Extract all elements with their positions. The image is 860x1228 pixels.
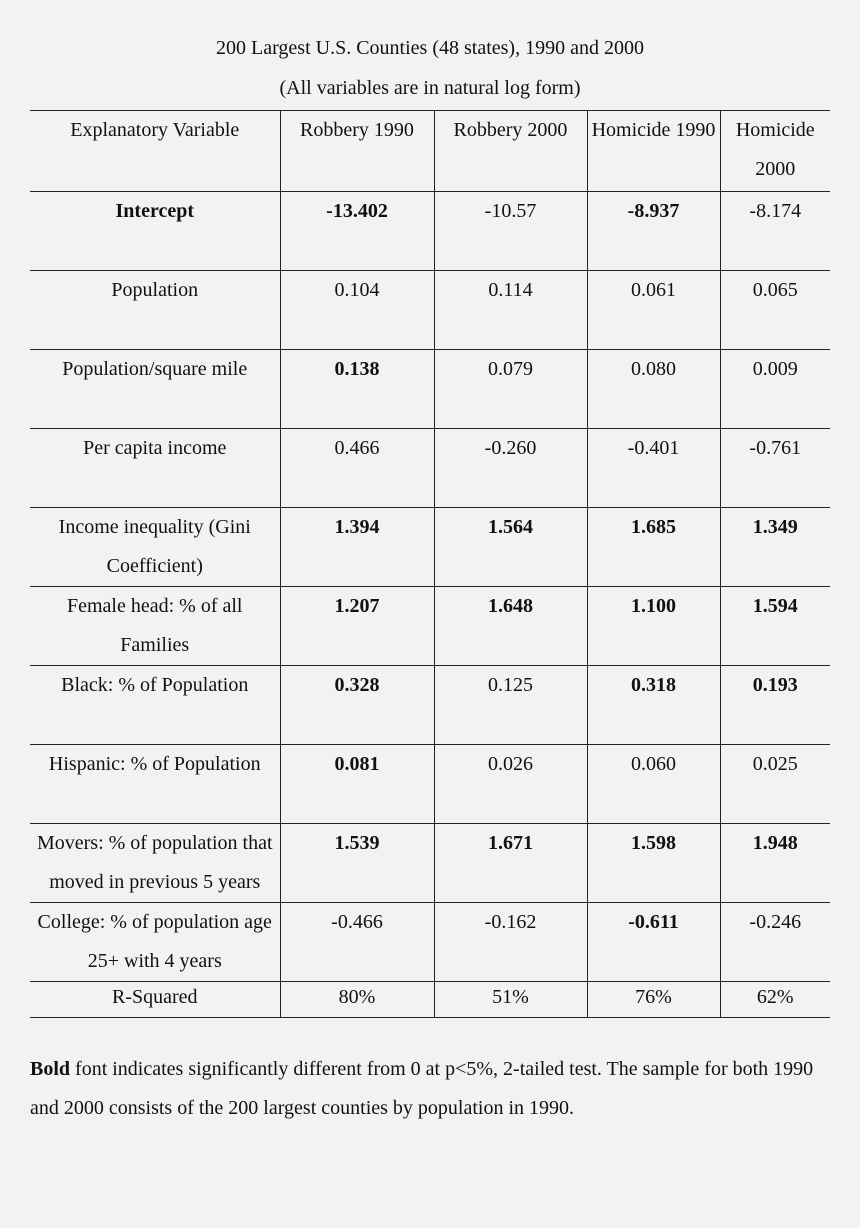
coefficient-cell: -0.466 [280, 903, 434, 982]
table-row [30, 824, 830, 903]
table-body [30, 192, 830, 1018]
table-row [30, 745, 830, 824]
coefficient-cell: 0.138 [280, 350, 434, 429]
coefficient-cell: 0.065 [720, 271, 830, 350]
column-header: Homicide 2000 [720, 111, 830, 192]
coefficient-cell: 1.349 [720, 508, 830, 587]
row-label: Movers: % of population that moved in previous 5 years [30, 824, 280, 903]
table-row [30, 666, 830, 745]
coefficient-cell: -0.260 [434, 429, 587, 508]
coefficient-cell: 1.648 [434, 587, 587, 666]
row-label: Black: % of Population [30, 666, 280, 745]
coefficient-cell: 1.598 [587, 824, 720, 903]
coefficient-cell: 0.466 [280, 429, 434, 508]
coefficient-cell: 0.080 [587, 350, 720, 429]
column-header: Robbery 2000 [434, 111, 587, 192]
table-row [30, 508, 830, 587]
row-label: R-Squared [30, 982, 280, 1018]
coefficient-cell: 0.060 [587, 745, 720, 824]
coefficient-cell: 0.026 [434, 745, 587, 824]
table-row [30, 903, 830, 982]
coefficient-cell: 0.081 [280, 745, 434, 824]
row-label: Female head: % of all Families [30, 587, 280, 666]
header-row [30, 111, 830, 192]
row-label: Population/square mile [30, 350, 280, 429]
coefficient-cell: -0.401 [587, 429, 720, 508]
rsquared-cell: 62% [720, 982, 830, 1018]
coefficient-cell: 0.125 [434, 666, 587, 745]
column-header: Homicide 1990 [587, 111, 720, 192]
table-row [30, 350, 830, 429]
coefficient-cell: -10.57 [434, 192, 587, 271]
rsquared-row [30, 982, 830, 1018]
coefficient-cell: 1.594 [720, 587, 830, 666]
coefficient-cell: 1.564 [434, 508, 587, 587]
coefficient-cell: 0.009 [720, 350, 830, 429]
coefficient-cell: 1.539 [280, 824, 434, 903]
column-header: Robbery 1990 [280, 111, 434, 192]
table-subtitle: (All variables are in natural log form) [279, 77, 581, 99]
coefficient-cell: 0.328 [280, 666, 434, 745]
table-row [30, 192, 830, 271]
rsquared-cell: 51% [434, 982, 587, 1018]
coefficient-cell: 0.318 [587, 666, 720, 745]
row-label: Income inequality (Gini Coefficient) [30, 508, 280, 587]
footnote-text: font indicates significantly different from 0 at p<5%, 2-tailed test. The sample for both 1990 and 2000 consists of the 200 largest counties by population in 1990. [30, 1058, 814, 1119]
row-label: Hispanic: % of Population [30, 745, 280, 824]
coefficient-cell: 0.079 [434, 350, 587, 429]
coefficient-cell: -0.162 [434, 903, 587, 982]
coefficient-cell: 0.193 [720, 666, 830, 745]
coefficient-cell: 1.948 [720, 824, 830, 903]
coefficient-cell: 1.671 [434, 824, 587, 903]
footnote [30, 1050, 830, 1128]
table-row [30, 271, 830, 350]
table-row [30, 587, 830, 666]
coefficient-cell: 1.685 [587, 508, 720, 587]
coefficient-cell: 1.207 [280, 587, 434, 666]
coefficient-cell: 1.100 [587, 587, 720, 666]
coefficient-cell: 0.104 [280, 271, 434, 350]
row-label: Population [30, 271, 280, 350]
rsquared-cell: 80% [280, 982, 434, 1018]
row-label: College: % of population age 25+ with 4 years [30, 903, 280, 982]
table-title: 200 Largest U.S. Counties (48 states), 1990 and 2000 [216, 37, 644, 59]
coefficient-cell: 0.061 [587, 271, 720, 350]
coefficient-cell: -0.761 [720, 429, 830, 508]
coefficient-cell: 0.114 [434, 271, 587, 350]
column-header: Explanatory Variable [30, 111, 280, 192]
rsquared-cell: 76% [587, 982, 720, 1018]
footnote-bold-word: Bold [30, 1058, 71, 1080]
row-label: Intercept [30, 192, 280, 271]
coefficient-cell: -8.937 [587, 192, 720, 271]
row-label: Per capita income [30, 429, 280, 508]
coefficient-cell: 1.394 [280, 508, 434, 587]
coefficient-cell: -13.402 [280, 192, 434, 271]
regression-table [30, 110, 830, 1018]
coefficient-cell: -8.174 [720, 192, 830, 271]
coefficient-cell: 0.025 [720, 745, 830, 824]
table-row [30, 429, 830, 508]
coefficient-cell: -0.611 [587, 903, 720, 982]
coefficient-cell: -0.246 [720, 903, 830, 982]
